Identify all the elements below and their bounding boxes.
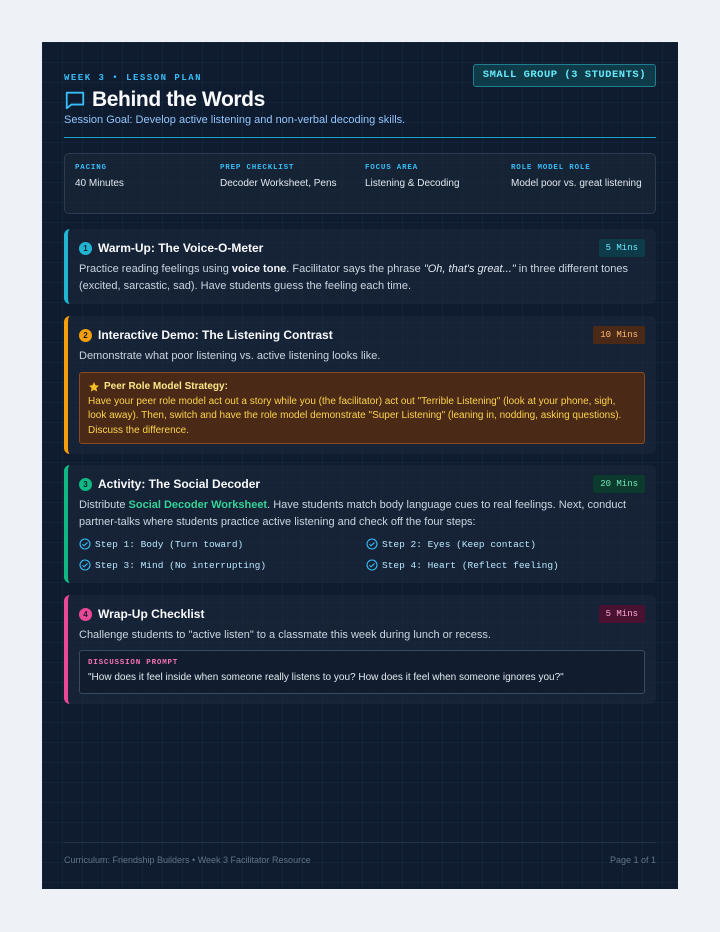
info-prep-checklist: [220, 164, 360, 191]
strategy-text: Have your peer role model act out a story while you (the facilitator) act out "Terrible Listening" (look at your phone, sigh, look away). Then, switch and have the role model demonstrate "Super Listening" (leaning in, nodding, asking questions). Discuss the difference.: [88, 395, 622, 436]
section-text: Challenge students to "active listen" to a classmate this week during lunch or recess.: [79, 629, 491, 641]
prompt-label: DISCUSSION PROMPT: [88, 659, 179, 667]
header-divider: [64, 137, 656, 138]
strategy-title-row: [88, 380, 636, 395]
duration-badge: 10 Mins: [593, 326, 645, 344]
info-label: PREP CHECKLIST: [220, 164, 295, 172]
title-row: [64, 88, 265, 112]
section-text: Demonstrate what poor listening vs. active listening looks like.: [79, 350, 381, 362]
footer-divider: [64, 842, 656, 843]
section-wrapup: [64, 595, 656, 704]
section-title: Warm-Up: The Voice-O-Meter: [98, 241, 264, 255]
section-title: Interactive Demo: The Listening Contrast: [98, 328, 333, 342]
section-header: [79, 241, 263, 255]
check-circle-icon: [366, 538, 378, 550]
section-number: 1: [79, 242, 92, 255]
check-circle-icon: [79, 538, 91, 550]
section-text: Practice reading feelings using voice tone. Facilitator says the phrase "Oh, that's great..." in three different tones (excited, sarcastic, sad). Have students guess the feeling each time.: [79, 263, 629, 292]
info-value: Listening & Decoding: [365, 178, 460, 189]
week-label: WEEK 3 • LESSON PLAN: [64, 73, 203, 83]
section-number: 4: [79, 608, 92, 621]
info-value: Model poor vs. great listening: [511, 178, 642, 189]
info-focus-area: [365, 164, 505, 191]
info-label: FOCUS AREA: [365, 164, 419, 172]
footer-page-number: Page 1 of 1: [609, 855, 656, 865]
section-title: Activity: The Social Decoder: [98, 477, 261, 491]
duration-badge: 5 Mins: [599, 605, 645, 623]
step-item: Step 1: Body (Turn toward): [79, 538, 243, 550]
step-item: Step 4: Heart (Reflect feeling): [366, 559, 559, 571]
section-number: 2: [79, 329, 92, 342]
section-activity: [64, 465, 656, 583]
step-item: Step 2: Eyes (Keep contact): [366, 538, 536, 550]
section-header: [79, 607, 204, 621]
info-label: PACING: [75, 164, 107, 172]
footer-curriculum: Curriculum: Friendship Builders • Week 3 Facilitator Resource: [64, 855, 311, 865]
lesson-plan-page: [42, 42, 678, 889]
step-item: Step 3: Mind (No interrupting): [79, 559, 266, 571]
info-role-model-role: [511, 164, 646, 191]
section-warmup: [64, 229, 656, 304]
duration-badge: 5 Mins: [599, 239, 645, 257]
section-header: [79, 477, 260, 491]
strategy-title: Peer Role Model Strategy:: [104, 381, 228, 392]
peer-strategy-callout: [79, 372, 645, 444]
duration-badge: 20 Mins: [593, 475, 645, 493]
session-goal: Session Goal: Develop active listening and non-verbal decoding skills.: [64, 114, 406, 126]
session-info-box: [64, 153, 656, 214]
section-title: Wrap-Up Checklist: [98, 607, 205, 621]
check-circle-icon: [79, 559, 91, 571]
info-value: 40 Minutes: [75, 178, 124, 189]
group-size-badge: SMALL GROUP (3 STUDENTS): [473, 64, 656, 87]
star-icon: [88, 381, 100, 393]
chat-bubble-icon: [64, 89, 86, 111]
check-circle-icon: [366, 559, 378, 571]
section-header: [79, 328, 333, 342]
info-label: ROLE MODEL ROLE: [511, 164, 591, 172]
info-value: Decoder Worksheet, Pens: [220, 178, 337, 189]
section-demo: [64, 316, 656, 454]
section-number: 3: [79, 478, 92, 491]
prompt-text: "How does it feel inside when someone really listens to you? How does it feel when someone ignores you?": [88, 672, 564, 683]
discussion-prompt-box: [79, 650, 645, 694]
info-pacing: [75, 164, 215, 191]
section-text: Distribute Social Decoder Worksheet. Have students match body language cues to real feelings. Next, conduct partner-talks where students practice active listening and check off the four steps:: [79, 499, 627, 528]
page-title: Behind the Words: [92, 88, 265, 111]
